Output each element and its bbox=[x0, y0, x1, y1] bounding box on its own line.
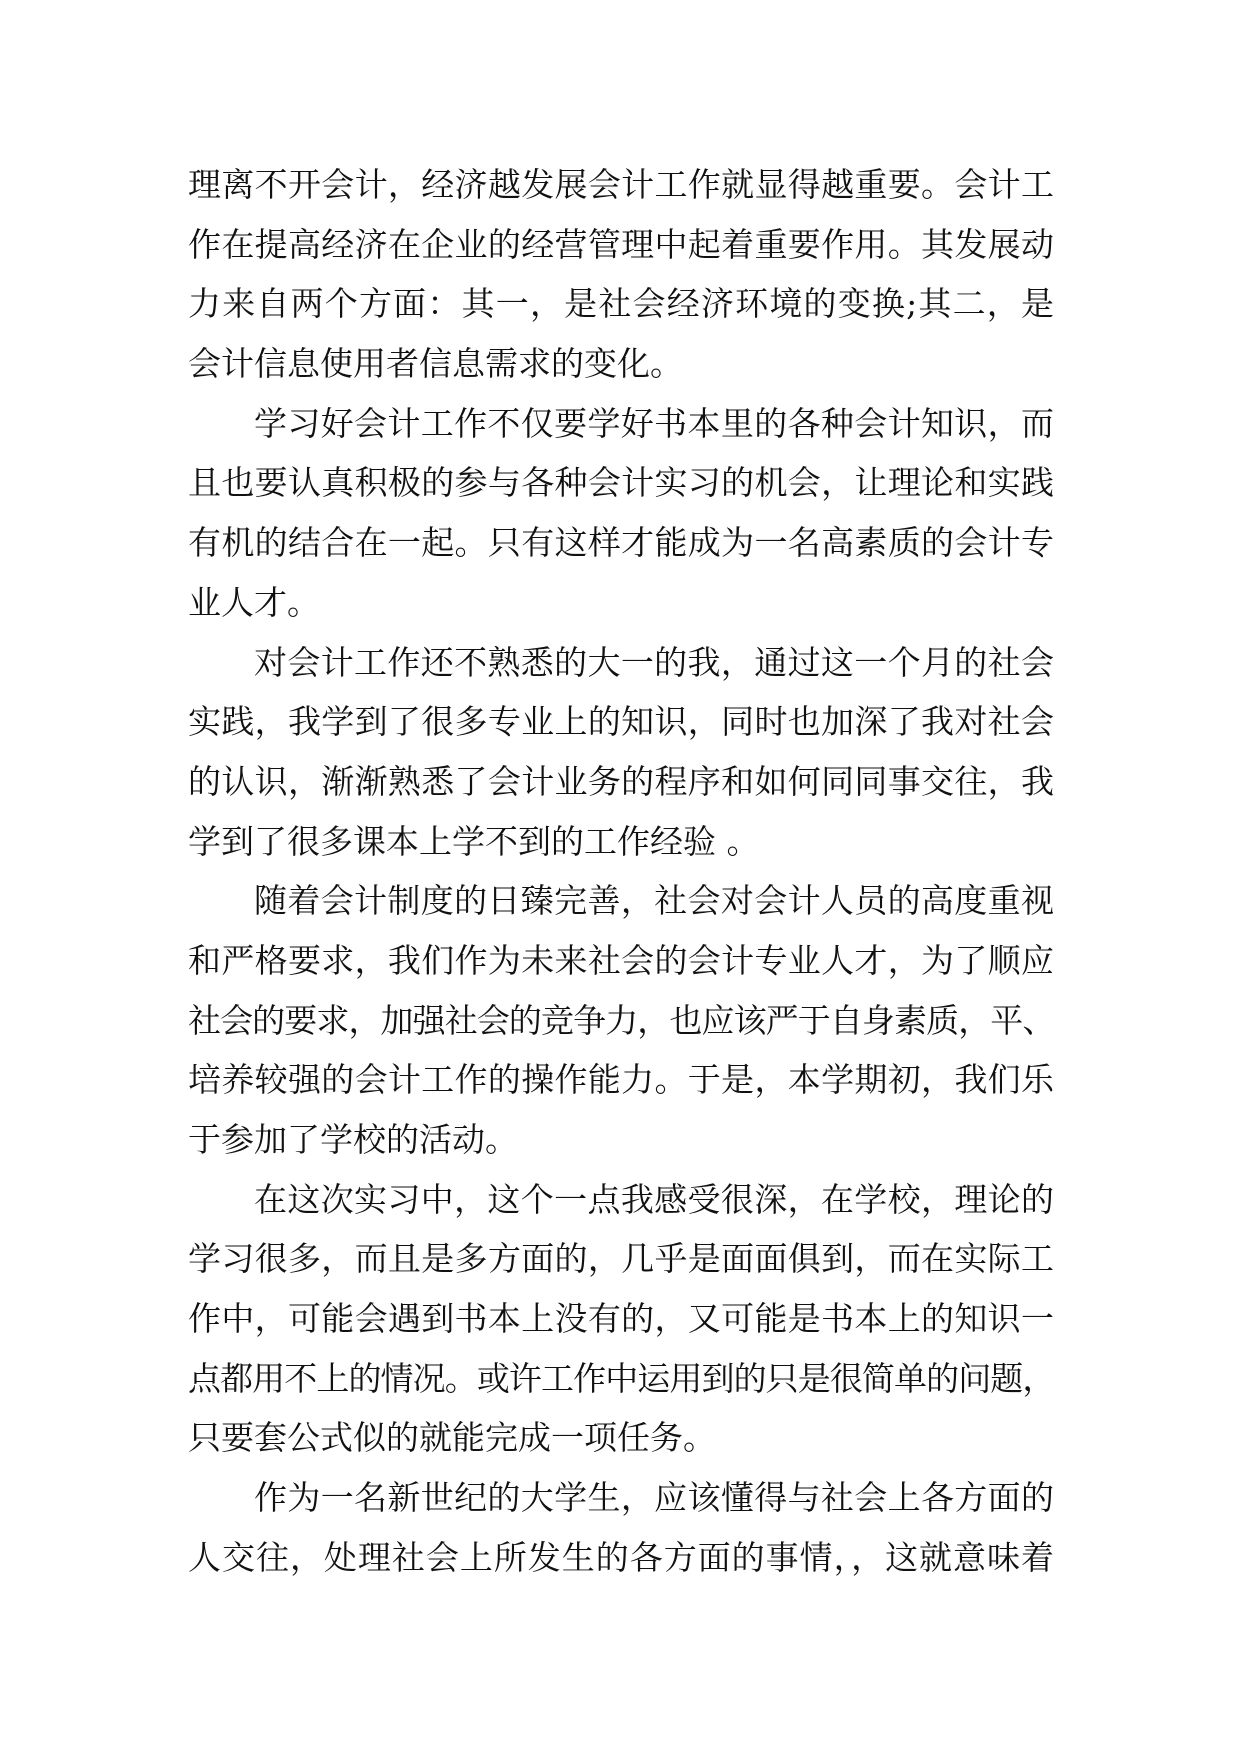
text-line: 只要套公式似的就能完成一项任务。 bbox=[188, 1418, 716, 1458]
body-text bbox=[188, 155, 1054, 1588]
text-line: 作中，可能会遇到书本上没有的，又可能是书本上的知识一 bbox=[188, 1299, 1054, 1339]
text-line: 培养较强的会计工作的操作能力。于是，本学期初，我们乐 bbox=[188, 1060, 1054, 1100]
text-line: 的认识，渐渐熟悉了会计业务的程序和如何同同事交往，我 bbox=[188, 761, 1054, 801]
text-line: 理离不开会计，经济越发展会计工作就显得越重要。会计工 bbox=[188, 165, 1054, 204]
paragraph bbox=[188, 1170, 1054, 1468]
text-line: 对会计工作还不熟悉的大一的我，通过这一个月的社会 bbox=[254, 642, 1054, 682]
paragraph bbox=[188, 633, 1054, 872]
text-line: 社会的要求，加强社会的竞争力，也应该严于自身素质，平、 bbox=[188, 1000, 1054, 1040]
text-line: 和严格要求，我们作为未来社会的会计专业人才，为了顺应 bbox=[188, 940, 1054, 980]
text-line: 随着会计制度的日臻完善，社会对会计人员的高度重视 bbox=[254, 881, 1054, 921]
paragraph bbox=[188, 394, 1054, 633]
text-line: 且也要认真积极的参与各种会计实习的机会，让理论和实践 bbox=[188, 463, 1054, 503]
text-line: 会计信息使用者信息需求的变化。 bbox=[188, 344, 683, 384]
text-line: 力来自两个方面：其一，是社会经济环境的变换;其二，是 bbox=[188, 284, 1054, 324]
paragraph bbox=[188, 155, 1054, 394]
text-line: 有机的结合在一起。只有这样才能成为一名高素质的会计专 bbox=[188, 523, 1054, 563]
text-line: 作在提高经济在企业的经营管理中起着重要作用。其发展动 bbox=[188, 224, 1054, 264]
text-line: 点都用不上的情况。或许工作中运用到的只是很简单的问题， bbox=[188, 1358, 1054, 1398]
text-line: 于参加了学校的活动。 bbox=[188, 1120, 518, 1159]
text-line: 人交往，处理社会上所发生的各方面的事情，，这就意味着 bbox=[188, 1537, 1054, 1577]
text-line: 学到了很多课本上学不到的工作经验 。 bbox=[188, 821, 760, 861]
text-line: 学习好会计工作不仅要学好书本里的各种会计知识，而 bbox=[254, 403, 1054, 443]
paragraph bbox=[188, 1468, 1054, 1587]
paragraph bbox=[188, 871, 1054, 1169]
text-line: 作为一名新世纪的大学生，应该懂得与社会上各方面的 bbox=[254, 1478, 1054, 1518]
text-line: 实践，我学到了很多专业上的知识，同时也加深了我对社会 bbox=[188, 702, 1054, 742]
text-line: 业人才。 bbox=[188, 582, 320, 622]
text-line: 学习很多，而且是多方面的，几乎是面面俱到，而在实际工 bbox=[188, 1239, 1054, 1279]
text-line: 在这次实习中，这个一点我感受很深，在学校，理论的 bbox=[254, 1179, 1054, 1219]
